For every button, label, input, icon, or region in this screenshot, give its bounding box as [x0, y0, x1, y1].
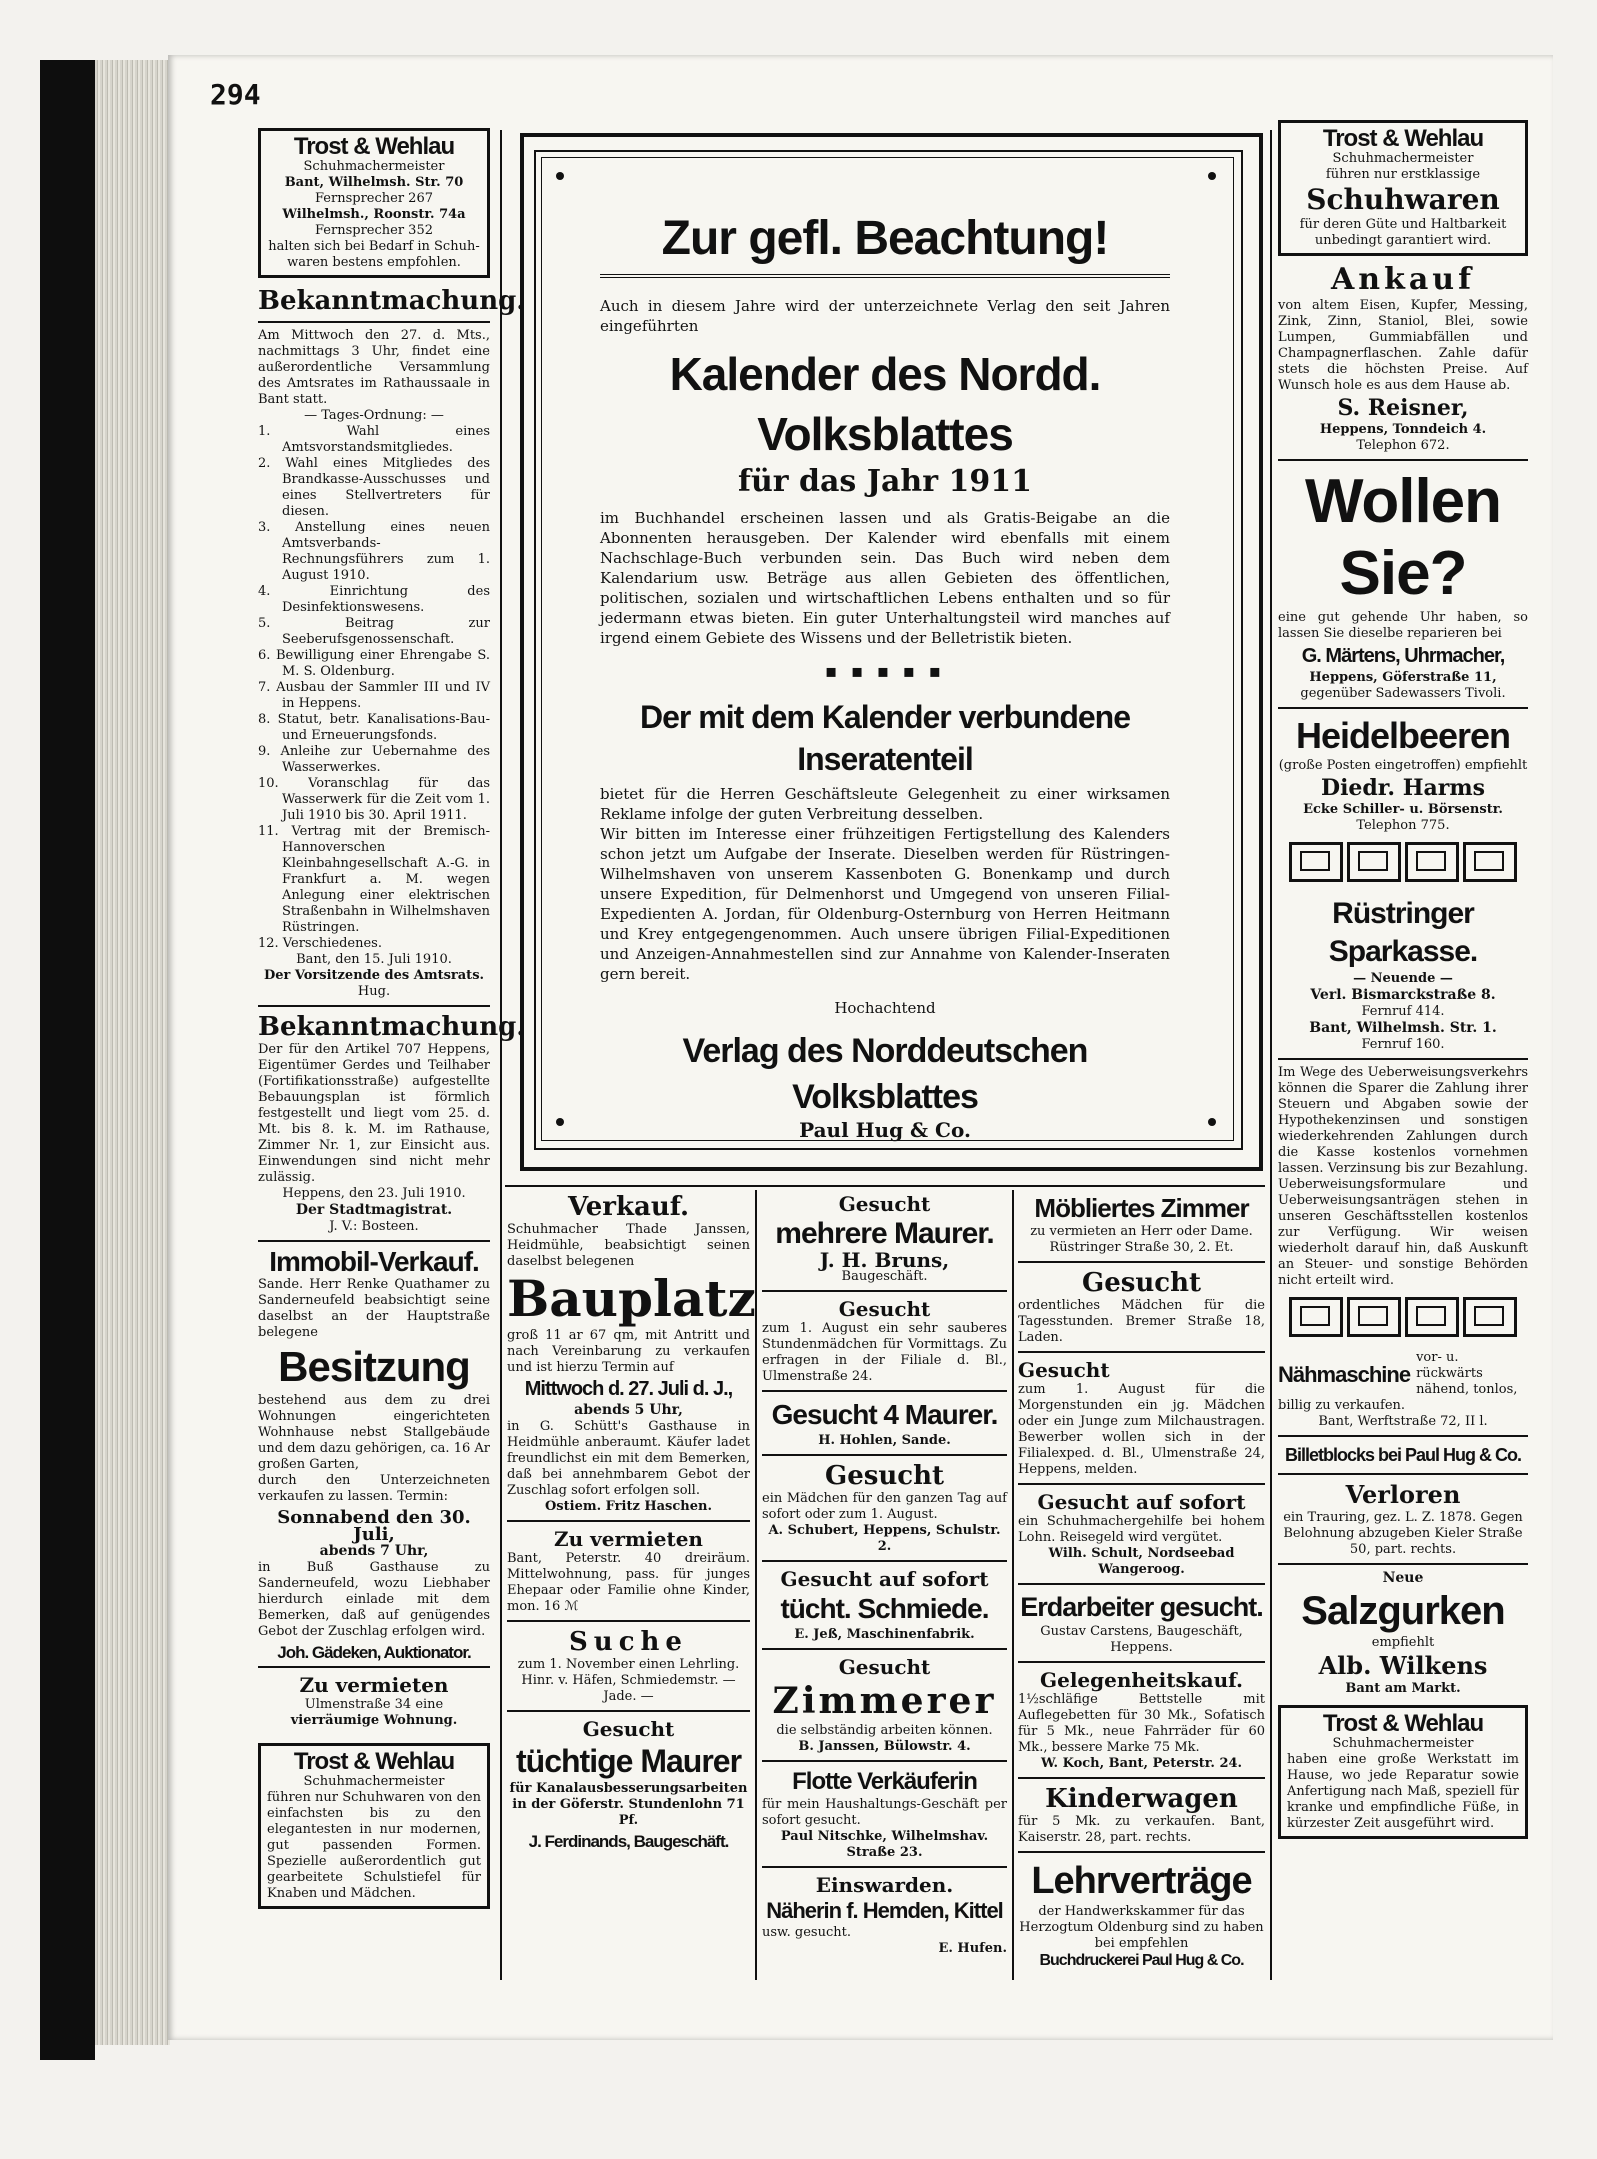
ad-headline: Schuhwaren: [1306, 183, 1500, 216]
verkaeuferin-text: für mein Haushaltungs-Geschäft per sofort gesucht.: [762, 1797, 1007, 1828]
billetblocks-ad: Billetblocks bei Paul Hug & Co.: [1284, 1445, 1522, 1465]
column-rule: [500, 130, 502, 1980]
ornament-icon: [1463, 842, 1517, 882]
gesucht-title: Gesucht auf sofort: [1037, 1490, 1246, 1514]
agenda-item: 8. Statut, betr. Kanalisations-Bau- und Erneuerungsfonds.: [258, 712, 490, 743]
divider: [1018, 1261, 1265, 1263]
notice-name: J. V.: Bosteen.: [329, 1219, 419, 1234]
verkaeuferin-signature: Paul Nitschke, Wilhelmshav. Straße 23.: [780, 1829, 989, 1860]
gesucht-signature: H. Hohlen, Sande.: [818, 1433, 951, 1448]
divider: [507, 1520, 750, 1522]
ad-name: Alb. Wilkens: [1318, 1651, 1488, 1680]
ad-headline: Heidelbeeren: [1295, 715, 1511, 756]
ad-address: Heppens, Göferstraße 11,: [1309, 670, 1497, 685]
divider: [1278, 1058, 1528, 1060]
ad-name: G. Märtens, Uhrmacher,: [1301, 645, 1505, 667]
trost-wehlau-ad-1: [258, 128, 490, 278]
column-rule: [1012, 1190, 1014, 1980]
verlag-name: Verlag des Norddeutschen Volksblattes: [682, 1032, 1088, 1116]
ad-line: halten sich bei Bedarf in Schuh-: [268, 239, 480, 254]
agenda-item: 2. Wahl eines Mitgliedes des Brandkasse-Ausschusses und eines Stellvertreters für diesen.: [258, 456, 490, 519]
ad-text: Im Wege des Ueberweisungsverkehrs können die Sparer die Zahlung ihrer Steuern und Abgaben sowie der Hypothekenzinsen und sonstigen wiederkehrenden Zahlungen durch die Kasse kostenlos vornehmen lassen. Verzinsung bis zur Bezahlung. Ueberweisungsformulare und Ueberweisungsanträgen stehen in unseren Geschäftsstellen kostenlos zur Verfügung. Wir weisen wiederholt darauf hin, daß Auskunft an Steuer- und sonstige Behörden nicht erteilt wird.: [1278, 1065, 1528, 1288]
erdarbeiter-headline: Erdarbeiter gesucht.: [1020, 1592, 1263, 1622]
ad-address: Bant, Wilhelmsh. Str. 1.: [1309, 1020, 1497, 1036]
ad-headline: Nähmaschine: [1278, 1361, 1411, 1387]
gesucht-signature: A. Schubert, Heppens, Schulstr. 2.: [768, 1523, 1001, 1554]
center-column-3: [1018, 1192, 1265, 1969]
notice-date: Bant, den 15. Juli 1910.: [296, 952, 452, 967]
suche-title: Suche: [569, 1627, 688, 1657]
ad-telephone: Telephon 775.: [1356, 818, 1450, 833]
verkauf-signature: Ostiem. Fritz Haschen.: [544, 1499, 712, 1514]
naehmaschine-ad: [1278, 1350, 1528, 1430]
agenda-item: 11. Vertrag mit der Bremisch-Hannoverschen Kleinbahngesellschaft A.-G. in Frankfurt a. M. wegen Anlegung einer elektrischen Straßenbahn in Wilhelmshaven Rüstringen.: [258, 824, 490, 935]
moebliertes-zimmer-text: zu vermieten an Herr oder Dame. Rüstringer Straße 30, 2. Et.: [1030, 1224, 1253, 1255]
zu-vermieten-title: Zu vermieten: [554, 1527, 703, 1551]
erdarbeiter-signature: Gustav Carstens, Baugeschäft, Heppens.: [1040, 1624, 1243, 1655]
divider: [762, 1760, 1007, 1762]
ad-text: in Buß Gasthause zu Sanderneufeld, wozu Liebhaber hierdurch einlade mit dem Bemerken, daß auf genügendes Gebot der Zuschlag erfolgen wird.: [258, 1560, 490, 1639]
divider: [1278, 707, 1528, 709]
ad-line: für deren Güte und Haltbarkeit unbedingt garantiert wird.: [1299, 217, 1507, 248]
gesucht-title: Gesucht: [1018, 1358, 1110, 1382]
divider: [258, 1005, 490, 1007]
ad-text: Ulmenstraße 34 eine: [304, 1697, 444, 1712]
ad-text: durch den Unterzeichneten verkaufen zu lassen. Termin:: [258, 1473, 490, 1504]
divider: [1018, 1483, 1265, 1485]
gelegenheitskauf-title: Gelegenheitskauf.: [1040, 1668, 1243, 1692]
ad-name: S. Reisner,: [1337, 395, 1469, 421]
ad-text: vierräumige Wohnung.: [290, 1713, 458, 1728]
ad-line: Fernsprecher 352: [315, 223, 433, 238]
corner-dot: [1208, 1118, 1216, 1126]
trost-wehlau-ad-3: [1278, 120, 1528, 256]
announcement-p4: Wir bitten im Interesse einer frühzeitigen Fertigstellung des Kalenders schon jetzt um Aufgabe der Inserate. Dieselben werden für Rüstringen-Wilhelmshaven von unserem Kassenboten G. Bonenkamp und durch unsere Expedition, für Delmenhorst und Umgegend von unseren Filial-Expedienten A. Jordan, für Oldenburg-Osternburg von Herren Heitmann und Krey entgegengenommen. Auch unsere übrigen Filial-Expeditionen und Anzeigen-Annahmestellen sind zur Annahme von Kalender-Inseraten gern bereit.: [600, 825, 1170, 983]
notice-intro: Am Mittwoch den 27. d. Mts., nachmittags 3 Uhr, findet eine außerordentliche Versammlung des Amtsrates im Rathaussaale in Bant statt.: [258, 328, 490, 407]
gesucht-firm: J. H. Bruns,: [819, 1248, 950, 1272]
agenda-item: 7. Ausbau der Sammler III und IV in Heppens.: [258, 680, 490, 711]
page-edges: [95, 60, 170, 2045]
heidelbeeren-ad: [1278, 714, 1528, 834]
notice-title: Bekanntmachung.: [258, 1012, 526, 1042]
divider: [258, 321, 490, 323]
divider: [507, 1620, 750, 1622]
zu-vermieten-ad: [258, 1673, 490, 1729]
announcement-p1: Auch in diesem Jahre wird der unterzeichnete Verlag den seit Jahren eingeführten: [600, 297, 1170, 335]
ad-title: Immobil-Verkauf.: [269, 1246, 479, 1277]
gesucht-headline: mehrere Maurer.: [775, 1217, 994, 1250]
verkauf-text: Schuhmacher Thade Janssen, Heidmühle, beabsichtigt seinen daselbst belegenen: [507, 1222, 750, 1269]
ad-line: waren bestens empfohlen.: [287, 255, 461, 270]
gesucht-signature: B. Janssen, Bülowstr. 4.: [798, 1739, 971, 1754]
ornament-icon: [1405, 842, 1459, 882]
inserat-headline: Der mit dem Kalender verbundene Inseratenteil: [639, 699, 1131, 777]
ankauf-ad: [1278, 262, 1528, 454]
maurer-signature: J. Ferdinands, Baugeschäft.: [528, 1832, 729, 1851]
lehrvertraege-text: der Handwerkskammer für das Herzogtum Oldenburg sind zu haben bei empfehlen: [1019, 1904, 1264, 1951]
ad-intro: Sande. Herr Renke Quathamer zu Sanderneufeld beabsichtigt seine daselbst an der Hauptstraße belegene: [258, 1277, 490, 1340]
ad-text: bestehend aus dem zu drei Wohnungen eingerichteten Wohnhause nebst Stallgebäude und dem dazu gehörigen, ca. 16 Ar großen Garten,: [258, 1393, 490, 1472]
ad-line: führen nur erstklassige: [1325, 167, 1481, 182]
lehrvertraege-signature: Buchdruckerei Paul Hug & Co.: [1039, 1952, 1244, 1969]
gelegenheitskauf-signature: W. Koch, Bant, Peterstr. 24.: [1040, 1756, 1243, 1771]
ornament-icon: [1405, 1297, 1459, 1337]
gesucht-title: Gesucht: [838, 1297, 931, 1321]
naeherin-headline: Näherin f. Hemden, Kittel: [766, 1898, 1003, 1923]
ornament-row: [1278, 842, 1528, 887]
moebliertes-zimmer-headline: Möbliertes Zimmer: [1034, 1193, 1249, 1223]
bekanntmachung-bebauungsplan: [258, 1012, 526, 1235]
divider: [762, 1290, 1007, 1292]
ad-title: Trost & Wehlau: [1322, 1710, 1484, 1737]
ad-title: Trost & Wehlau: [293, 133, 455, 160]
ad-line: Bant, Wilhelmsh. Str. 70: [284, 175, 464, 190]
ad-address: gegenüber Sadewassers Tivoli.: [1300, 686, 1506, 701]
ad-phone: Fernruf 414.: [1361, 1004, 1445, 1019]
divider: [1018, 1777, 1265, 1779]
verkauf-text-2: in G. Schütt's Gasthause in Heidmühle anberaumt. Käufer ladet freundlichst ein mit dem Bemerken, daß bei annehmbarem Gebot der Zuschlag sofort erfolgen soll.: [507, 1419, 750, 1498]
gesucht-title: Gesucht: [582, 1717, 675, 1741]
agenda-title: — Tages-Ordnung: —: [304, 408, 444, 423]
agenda-item: 3. Anstellung eines neuen Amtsverbands-Rechnungsführers zum 1. August 1910.: [258, 520, 490, 583]
ad-termin: Sonnabend den 30. Juli,: [277, 1507, 471, 1545]
gesucht-headline: Zimmerer: [772, 1680, 997, 1722]
lehrvertraege-headline: Lehrverträge: [1031, 1860, 1252, 1902]
corner-dot: [556, 1118, 564, 1126]
section-rule: [505, 1185, 1265, 1187]
center-column-1: [507, 1192, 756, 1851]
ad-kicker: Neue: [1382, 1570, 1424, 1586]
divider: [1018, 1351, 1265, 1353]
divider: [1278, 1473, 1528, 1475]
gesucht-text: ein Schuhmachergehilfe bei hohem Lohn. Reisegeld wird vergütet.: [1018, 1514, 1265, 1545]
ornament-icon: [1347, 842, 1401, 882]
gesucht-sub: Baugeschäft.: [841, 1269, 928, 1284]
ad-title: Ankauf: [1330, 262, 1476, 297]
divider: [1278, 1435, 1528, 1437]
gesucht-title: Gesucht auf sofort: [780, 1567, 989, 1591]
notice-signature: Der Vorsitzende des Amtsrats.: [263, 968, 485, 983]
bekanntmachung-amtsrat: [258, 286, 526, 1000]
termin-time: abends 5 Uhr,: [574, 1402, 683, 1418]
ad-phone: Fernruf 160.: [1361, 1037, 1445, 1052]
ad-title: Trost & Wehlau: [1322, 125, 1484, 152]
verkauf-title: Verkauf.: [567, 1192, 690, 1222]
immobil-verkauf-ad: [258, 1247, 490, 1661]
kinderwagen-text: für 5 Mk. zu verkaufen. Bant, Kaiserstr. 28, part. rechts.: [1018, 1814, 1265, 1845]
agenda-item: 6. Bewilligung einer Ehrengabe S. M. S. Oldenburg.: [258, 648, 490, 679]
ad-signature: Joh. Gädeken, Auktionator.: [277, 1643, 471, 1662]
ad-address: Ecke Schiller- u. Börsenstr.: [1303, 802, 1503, 817]
kalender-year: für das Jahr 1911: [738, 464, 1032, 499]
sparkasse-ad: [1278, 895, 1528, 1289]
ad-text: führen nur Schuhwaren von den einfachsten bis zu den elegantesten in nur modernen, gut passenden Formen. Spezielle außerordentlich gut gearbeitete Schulstiefel für Knaben und Mädchen.: [267, 1790, 481, 1901]
gesucht-title: Gesucht: [838, 1192, 931, 1216]
gesucht-text: ordentliches Mädchen für die Tagesstunden. Bremer Straße 18, Laden.: [1018, 1298, 1265, 1345]
agenda-item: 10. Voranschlag für das Wasserwerk für die Zeit vom 1. Juli 1910 bis 30. April 1911.: [258, 776, 490, 823]
kinderwagen-title: Kinderwagen: [1045, 1784, 1238, 1814]
book-binding: [40, 60, 95, 2060]
ad-address: Heppens, Tonndeich 4.: [1319, 422, 1487, 437]
termin: Mittwoch d. 27. Juli d. J.,: [524, 1378, 733, 1400]
ad-address: Bant am Markt.: [1345, 1681, 1461, 1696]
ornament-icon: [1347, 1297, 1401, 1337]
ornament-icon: [1289, 1297, 1343, 1337]
ad-subtitle: Schuhmachermeister: [303, 159, 445, 174]
divider: [1018, 1851, 1265, 1853]
ad-headline: Wollen Sie?: [1304, 467, 1502, 608]
maurer-text: für Kanalausbesserungsarbeiten in der Göferstr. Stundenlohn 71 Pf.: [509, 1781, 748, 1828]
ad-address: Bant, Werftstraße 72, II l.: [1318, 1414, 1488, 1429]
divider: [762, 1560, 1007, 1562]
divider: [1278, 1563, 1528, 1565]
zu-vermieten-text: Bant, Peterstr. 40 dreiräum. Mittelwohnung, pass. für junges Ehepaar oder Familie ohne Kinder, mon. 16 ℳ: [507, 1551, 750, 1614]
notice-title: Bekanntmachung.: [258, 286, 526, 316]
ad-line: Fernsprecher 267: [315, 191, 433, 206]
notice-text: Der für den Artikel 707 Heppens, Eigentümer Gerdes und Teilhaber (Fortifikationsstraße) aufgestellte Bebauungsplan ist förmlich festgestellt und liegt vom 25. d. Mt. bis 8. k. M. im Rathause, Zimmer Nr. 1, zur Einsicht aus. Einwendungen sind nicht mehr zulässig.: [258, 1042, 490, 1185]
ad-subtitle: Schuhmachermeister: [303, 1774, 445, 1789]
agenda-list: [258, 424, 490, 952]
gesucht-signature: Wilh. Schult, Nordseebad Wangeroog.: [1048, 1546, 1235, 1577]
divider: [1278, 459, 1528, 461]
ad-subtitle: Schuhmachermeister: [1332, 1736, 1474, 1751]
ad-title: Trost & Wehlau: [293, 1748, 455, 1775]
wollen-sie-ad: [1278, 466, 1528, 702]
agenda-item: 4. Einrichtung des Desinfektionswesens.: [258, 584, 490, 615]
gesucht-title: Gesucht: [1081, 1268, 1202, 1298]
gesucht-headline: Gesucht 4 Maurer.: [771, 1399, 998, 1430]
agenda-item: 12. Verschiedenes.: [258, 936, 382, 951]
ad-name: Diedr. Harms: [1320, 775, 1485, 801]
ad-subtitle: Schuhmachermeister: [1332, 151, 1474, 166]
ad-headline: Verloren: [1345, 1480, 1461, 1509]
divider: [258, 1666, 490, 1668]
verkaeuferin-headline: Flotte Verkäuferin: [792, 1768, 977, 1795]
ad-telephone: Telephon 672.: [1356, 438, 1450, 453]
gesucht-text: die selbständig arbeiten können.: [776, 1723, 993, 1738]
ornament-icon: [1289, 842, 1343, 882]
gesucht-title: Gesucht: [838, 1655, 931, 1679]
ad-sub: — Neuende —: [1353, 971, 1453, 986]
center-column-2: [762, 1192, 1007, 1957]
column-rule: [1270, 130, 1272, 1980]
divider: [762, 1454, 1007, 1456]
divider: [762, 1866, 1007, 1868]
naeherin-text: usw. gesucht.: [762, 1925, 851, 1940]
maurer-headline: tüchtige Maurer: [515, 1743, 742, 1779]
announcement-title: Zur gefl. Beachtung!: [661, 212, 1109, 265]
ad-headline: Salzgurken: [1301, 1589, 1505, 1633]
announcement-p3: bietet für die Herren Geschäftsleute Gelegenheit zu einer wirksamen Reklame infolge der guten Verbreitung desselben.: [600, 785, 1170, 823]
agenda-item: 9. Anleihe zur Uebernahme des Wasserwerkes.: [258, 744, 490, 775]
separator: ▪ ▪ ▪ ▪ ▪: [825, 661, 945, 682]
ad-line: Wilhelmsh., Roonstr. 74a: [282, 207, 466, 222]
notice-date: Heppens, den 23. Juli 1910.: [282, 1186, 466, 1201]
suche-text: zum 1. November einen Lehrling. Hinr. v. Häfen, Schmiedemstr. — Jade. —: [517, 1657, 740, 1704]
divider: [762, 1390, 1007, 1392]
bauplatz-text: groß 11 ar 67 qm, mit Antritt und nach Vereinbarung zu verkaufen und ist hierzu Termin auf: [507, 1328, 750, 1375]
notice-name: Hug.: [357, 984, 391, 999]
gesucht-title: Gesucht: [824, 1461, 945, 1491]
notice-signature: Der Stadtmagistrat.: [295, 1202, 453, 1218]
ad-title: Zu vermieten: [299, 1673, 449, 1697]
verloren-ad: [1278, 1480, 1528, 1558]
ad-side: vor- u. rückwärts nähend, tonlos,: [1416, 1350, 1518, 1397]
right-column: [1278, 120, 1528, 1839]
agenda-item: 1. Wahl eines Amtsvorstandsmitgliedes.: [258, 424, 490, 455]
left-column: [258, 128, 526, 1909]
page-number: 294: [210, 78, 261, 111]
verlag-firm: Paul Hug & Co.: [799, 1118, 971, 1142]
divider: [600, 274, 1170, 278]
agenda-item: 5. Beitrag zur Seeberufsgenossenschaft.: [258, 616, 490, 647]
salzgurken-ad: [1278, 1570, 1528, 1697]
gesucht-signature: E. Jeß, Maschinenfabrik.: [794, 1627, 975, 1642]
divider: [258, 1240, 490, 1242]
ad-text: empfiehlt: [1371, 1635, 1435, 1650]
gesucht-headline: tücht. Schmiede.: [780, 1593, 989, 1624]
ad-text: haben eine große Werkstatt im Hause, wo jede Reparatur sowie Anfertigung nach Maß, speziell für kranke und empfindliche Füße, in kürzester Zeit ausgeführt wird.: [1287, 1752, 1519, 1831]
ad-headline: Rüstringer Sparkasse.: [1328, 897, 1478, 968]
announcement-p2: im Buchhandel erscheinen lassen und als Gratis-Beigabe an die Abonnenten herausgeben. Der Kalender wird ebenfalls mit einem Nachschlage-Buch verbunden sein. Das Buch wird neben dem Kalendarium usw. Beträge aus allen Gebieten des öffentlichen, politischen, sozialen und wirtschaftlichen Lebens enthalten und so für jedermann etwas bieten. Ein guter Unterhaltungsteil wird manches auf irgend einem Gebiete des Wissens und der Belletristik bieten.: [600, 509, 1170, 647]
trost-wehlau-ad-4: [1278, 1705, 1528, 1839]
gesucht-text: ein Mädchen für den ganzen Tag auf sofort oder zum 1. August.: [762, 1491, 1007, 1522]
divider: [1018, 1583, 1265, 1585]
ad-text: billig zu verkaufen.: [1278, 1398, 1406, 1413]
ad-address: Verl. Bismarckstraße 8.: [1310, 987, 1496, 1003]
ornament-icon: [1463, 1297, 1517, 1337]
ad-headline: Besitzung: [278, 1343, 470, 1390]
ad-text: von altem Eisen, Kupfer, Messing, Zink, Zinn, Staniol, Blei, sowie Lumpen, Gummiabfällen und Champagnerflaschen. Zahle dafür stets die höchsten Preise. Auf Wunsch hole es aus dem Hause ab.: [1278, 298, 1528, 393]
gesucht-text: zum 1. August ein sehr sauberes Stundenmädchen für Vormittags. Zu erfragen in der Filiale d. Bl., Ulmenstraße 24.: [762, 1321, 1007, 1384]
divider: [507, 1710, 750, 1712]
trost-wehlau-ad-2: [258, 1743, 490, 1909]
ad-text: eine gut gehende Uhr haben, so lassen Sie dieselbe reparieren bei: [1278, 610, 1528, 641]
ornament-row: [1278, 1297, 1528, 1342]
bauplatz-headline: Bauplatz: [507, 1269, 756, 1328]
ad-time: abends 7 Uhr,: [319, 1543, 429, 1559]
divider: [762, 1648, 1007, 1650]
corner-dot: [556, 172, 564, 180]
ad-text: (große Posten eingetroffen) empfiehlt: [1278, 758, 1528, 773]
announcement-greeting: Hochachtend: [834, 999, 936, 1017]
naeherin-signature: E. Hufen.: [938, 1941, 1007, 1956]
corner-dot: [1208, 172, 1216, 180]
gesucht-text: zum 1. August für die Morgenstunden ein jg. Mädchen oder ein Junge zum Milchaustragen. Bewerber wollen sich in der Filialexped. d. Bl., Ulmenstraße 24, Heppens, melden.: [1018, 1382, 1265, 1477]
divider: [1018, 1661, 1265, 1663]
gelegenheitskauf-text: 1½schläfige Bettstelle mit Auflegebetten für 30 Mk., Sofatisch für 5 Mk., neue Fahrräder für 60 Mk., bessere Marke 75 Mk.: [1018, 1692, 1265, 1755]
einswarden-title: Einswarden.: [815, 1873, 954, 1897]
verlag-announcement: [600, 210, 1170, 1140]
kalender-title: Kalender des Nordd. Volksblattes: [669, 348, 1101, 460]
ad-text: ein Trauring, gez. L. Z. 1878. Gegen Belohnung abzugeben Kieler Straße 50, part. rechts.: [1283, 1510, 1523, 1557]
